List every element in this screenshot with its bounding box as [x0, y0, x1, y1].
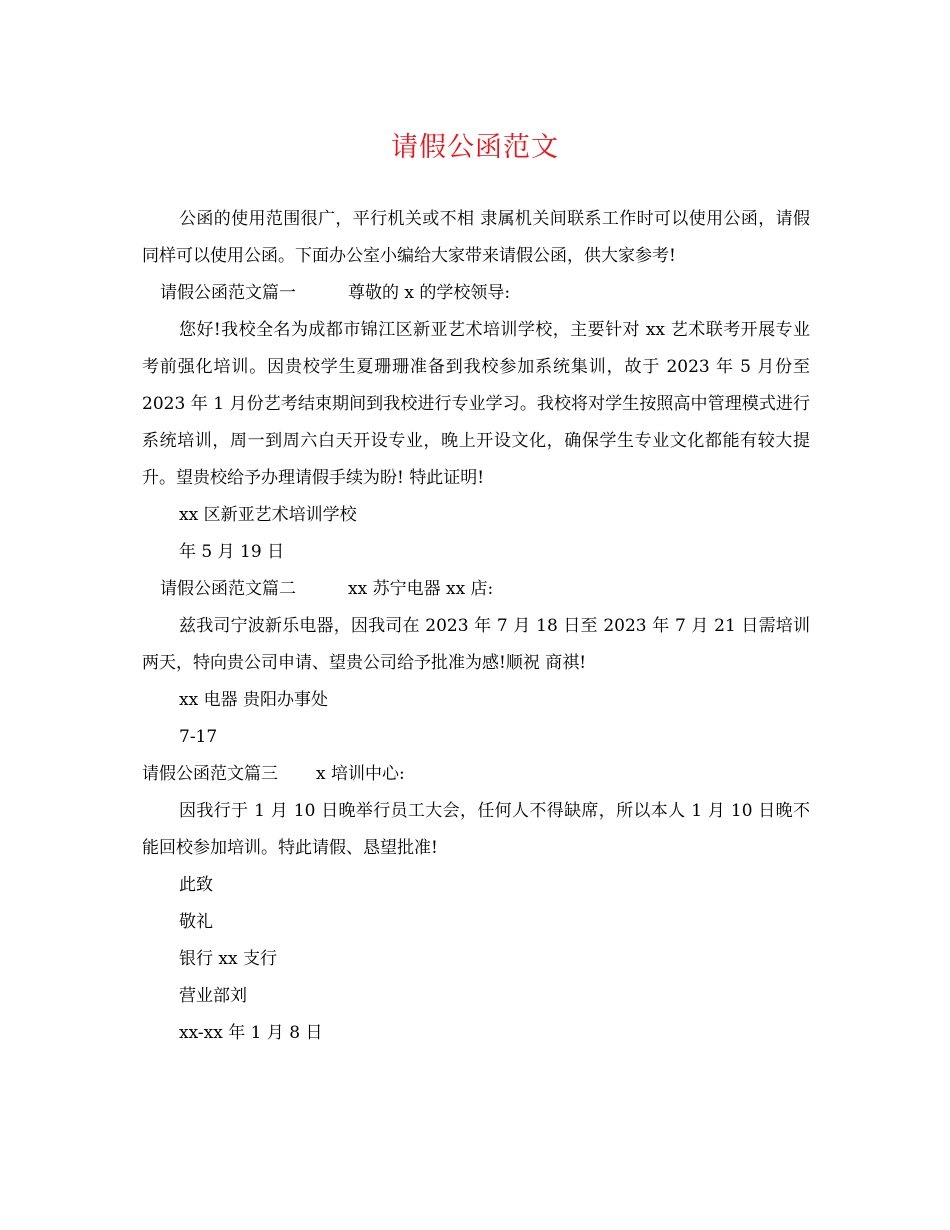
sample3-closing2: 敬礼	[179, 912, 213, 932]
sample2-date: 7-17	[179, 727, 218, 747]
sample2-heading-line	[142, 571, 810, 608]
sample3-body: 因我行于 1 月 10 日晚举行员工大会，任何人不得缺席，所以本人 1 月 10 日晚不能回校参加培训。特此请假、恳望批准!	[142, 801, 810, 858]
sample3-signature1: 银行 xx 支行	[179, 949, 277, 969]
sample3-addressee: x 培训中心:	[316, 764, 405, 784]
sample1-signature: xx 区新亚艺术培训学校	[179, 505, 357, 525]
sample2-heading: 请假公函范文篇二	[160, 579, 296, 599]
sample3-closing1: 此致	[179, 875, 213, 895]
sample1-heading: 请假公函范文篇一	[160, 283, 296, 303]
sample3-signature2: 营业部刘	[179, 986, 247, 1006]
sample3-date: xx-xx 年 1 月 8 日	[179, 1023, 323, 1043]
sample1-heading-line	[142, 275, 810, 312]
sample1-body: 您好!我校全名为成都市锦江区新亚艺术培训学校，主要针对 xx 艺术联考开展专业考前强化培训。因贵校学生夏珊珊准备到我校参加系统集训，故于 2023 年 5 月份至 2023 年 1 月份艺考结束期间到我校进行专业学习。我校将对学生按照高中管理模式进行系统培训，周一到周六白天开设专业，晚上开设文化，确保学生专业文化都能有较大提升。望贵校给予办理请假手续为盼! 特此证明!	[142, 320, 810, 488]
sample1-addressee: 尊敬的 x 的学校领导:	[348, 283, 511, 303]
intro-paragraph: 公函的使用范围很广，平行机关或不相 隶属机关间联系工作时可以使用公函，请假同样可以使用公函。下面办公室小编给大家带来请假公函，供大家参考!	[142, 209, 810, 266]
sample2-addressee: xx 苏宁电器 xx 店:	[348, 579, 494, 599]
sample2-signature: xx 电器 贵阳办事处	[179, 690, 328, 710]
sample2-body: 兹我司宁波新乐电器，因我司在 2023 年 7 月 18 日至 2023 年 7 月 21 日需培训两天，特向贵公司申请、望贵公司给予批准为感!顺祝 商祺!	[142, 616, 810, 673]
document-body	[142, 201, 810, 1052]
sample3-heading-line	[142, 756, 810, 793]
page-title: 请假公函范文	[391, 132, 559, 163]
sample3-heading: 请假公函范文篇三	[142, 764, 278, 784]
sample1-date: 年 5 月 19 日	[179, 542, 285, 562]
